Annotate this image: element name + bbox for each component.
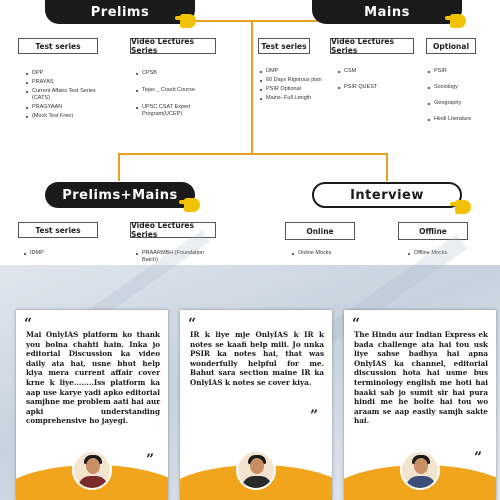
avatar: [236, 450, 276, 490]
testimonial-card: [180, 310, 332, 500]
prelims-video-lectures-list: [136, 70, 221, 120]
list-item: PRAYAS: [26, 79, 111, 86]
prelims-test-series-list: [26, 70, 111, 122]
list-item: PRAARMBH (Foundation Batch): [136, 250, 216, 264]
list-item: (Mock Test Free): [26, 113, 111, 120]
list-item: PRAGYAAN: [26, 104, 111, 111]
prelims-mains-video-lectures-header: Video Lectures Series: [130, 222, 216, 238]
prelims-mains-test-series-list: [24, 250, 104, 259]
mains-video-lectures-header: Video Lectures Series: [330, 38, 414, 54]
list-item: Online Mocks: [292, 250, 362, 257]
quote-open-icon: “: [188, 316, 197, 332]
connector-left-drop: [118, 153, 120, 181]
connector-vertical: [251, 20, 253, 155]
list-item: Offline Mocks: [408, 250, 478, 257]
list-item: 60 Days Rigorous plan: [260, 77, 326, 84]
mains-optional-list: [428, 68, 498, 125]
list-item: Geography: [428, 100, 498, 107]
avatar: [72, 450, 112, 490]
list-item: PSIR Optional: [260, 86, 326, 93]
list-item: Sociology: [428, 84, 498, 91]
list-item: DMP: [260, 68, 326, 75]
avatar: [400, 450, 440, 490]
prelims-mains-title[interactable]: Prelims+Mains: [45, 182, 195, 208]
list-item: UPSC CSAT Expert Program(UCEP): [136, 104, 221, 118]
interview-online-header: Online: [285, 222, 355, 240]
connector-right-drop: [386, 153, 388, 181]
testimonial-text: IR k liye mje OnlyIAS k IR k notes se kaafi help mili. Jo unka PSIR ka notes hai, that was wonderfully helpful for me. Bahut sara section maine IR ka OnlyIAS k notes se cover kiya.: [190, 330, 324, 387]
interview-online-list: [292, 250, 362, 259]
prelims-test-series-header: Test series: [18, 38, 98, 54]
prelims-mains-test-series-header: Test series: [18, 222, 98, 238]
testimonial-text: The Hindu aur Indian Express ek bada challenge ata hai tou usk liye sabse badhya hai apna OnlyIAS ka channel, editorial discussion hota hai usme bus terminology english me hoti hai baaki sab jo sumit sir hai pura hindi me he bolte hai tou wo araam se aap easily samjh sakte hai.: [354, 330, 488, 426]
pointer-hand-icon: [450, 14, 466, 28]
quote-close-icon: ”: [473, 450, 482, 466]
list-item: CSM: [338, 68, 408, 75]
quote-open-icon: “: [24, 316, 33, 332]
list-item: Mains- Full Length: [260, 95, 326, 102]
list-item: Tejas _ Crash Course: [136, 87, 221, 94]
list-item: PSIR QUEST: [338, 84, 408, 91]
quote-close-icon: ”: [309, 408, 318, 424]
mains-test-series-list: [260, 68, 326, 104]
pointer-hand-icon: [180, 14, 196, 28]
prelims-video-lectures-header: Video Lectures Series: [130, 38, 216, 54]
list-item: PSIR: [428, 68, 498, 75]
testimonial-card: [344, 310, 496, 500]
interview-offline-header: Offline: [398, 222, 468, 240]
pointer-hand-icon: [184, 198, 200, 212]
list-item: Current Affairs Test Series (CATS): [26, 88, 111, 102]
list-item: CPSB: [136, 70, 221, 77]
mains-video-lectures-list: [338, 68, 408, 93]
list-item: IDMP: [24, 250, 104, 257]
quote-open-icon: “: [352, 316, 361, 332]
mains-test-series-header: Test series: [258, 38, 310, 54]
mains-title[interactable]: Mains: [312, 0, 462, 24]
testimonial-text: Mai OnlyIAS platform ko thank you bolna chahti hain. Inka jo editorial Discussion ka video daily ata hai, usne bhut help kiya mera current affair cover krne k liye........Iss platform ka aap use karye yadi apko editorial samjhne me problem aati hai aur apki understanding comprehensive ho jayegi.: [26, 330, 160, 426]
testimonial-card: [16, 310, 168, 500]
prelims-title[interactable]: Prelims: [45, 0, 195, 24]
pointer-hand-icon: [455, 200, 471, 214]
list-item: Hindi Literature: [428, 116, 498, 123]
connector-mid: [118, 153, 388, 155]
quote-close-icon: ”: [145, 452, 154, 468]
mains-optional-header: Optional: [426, 38, 476, 54]
list-item: DPP: [26, 70, 111, 77]
interview-title[interactable]: Interview: [312, 182, 462, 208]
